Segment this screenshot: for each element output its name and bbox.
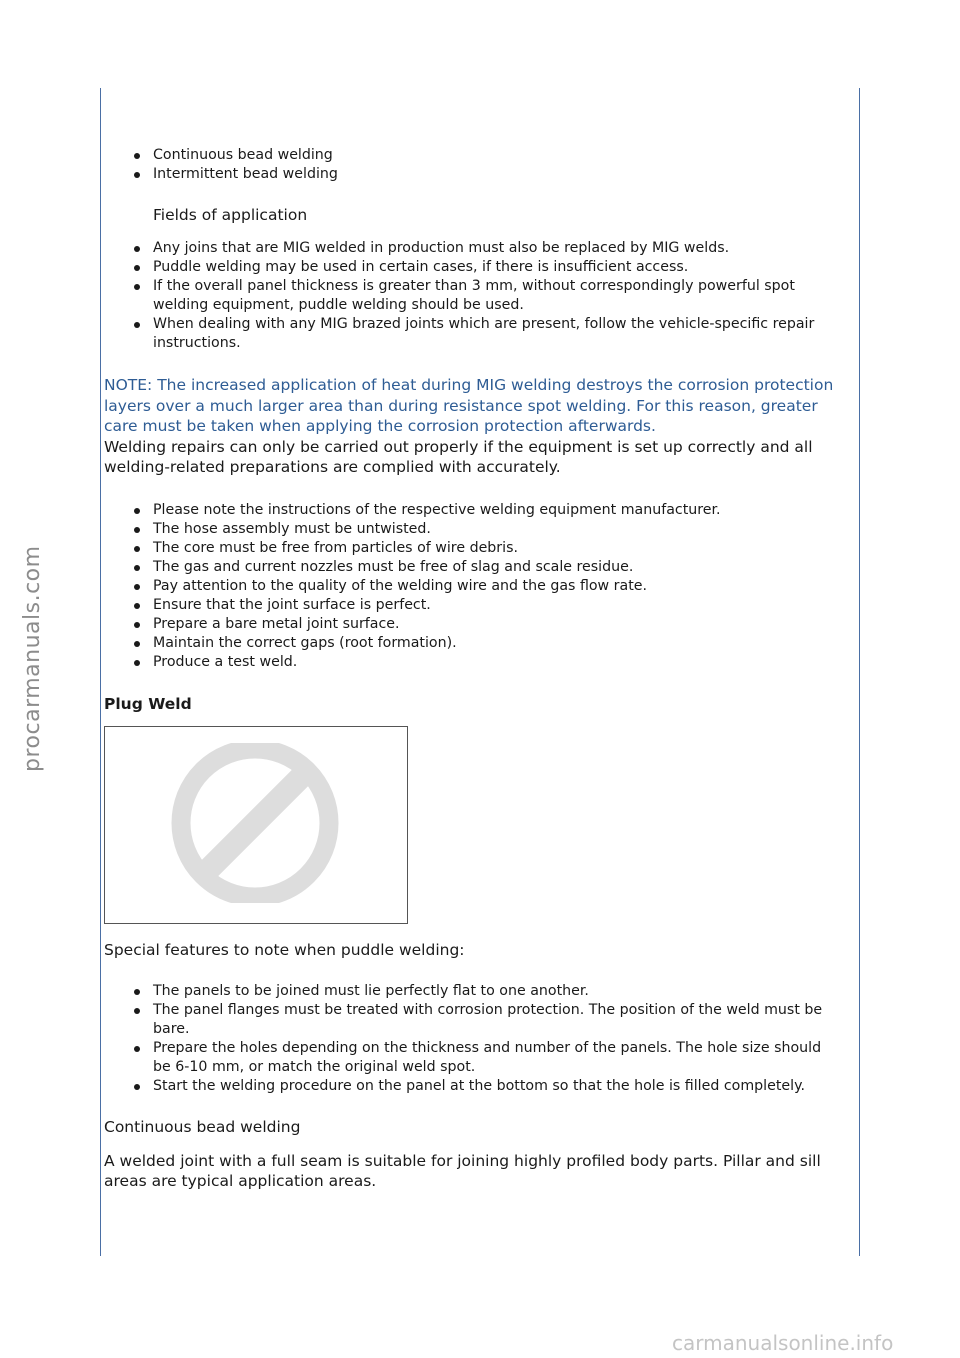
continuous-bead-heading: Continuous bead welding — [104, 1118, 301, 1136]
side-watermark: procarmanuals.com — [20, 545, 45, 772]
list-item: Pay attention to the quality of the welding wire and the gas flow rate. — [153, 577, 839, 596]
list-item: The panel flanges must be treated with corrosion protection. The position of the weld must be bare. — [153, 1001, 839, 1039]
puddle-welding-list — [104, 982, 839, 1096]
puddle-welding-intro: Special features to note when puddle welding: — [104, 940, 465, 959]
document-content — [104, 146, 839, 1192]
preparation-list — [104, 501, 839, 672]
plug-weld-heading: Plug Weld — [104, 694, 192, 713]
list-item: Produce a test weld. — [153, 653, 839, 672]
corrosion-note: NOTE: The increased application of heat during MIG welding destroys the corrosion protection layers over a much larger area than during resistance spot welding. For this reason, greater care must be taken when applying the corrosion protection afterwards. — [104, 376, 834, 435]
list-item: Any joins that are MIG welded in production must also be replaced by MIG welds. — [153, 239, 839, 258]
list-item: Puddle welding may be used in certain cases, if there is insufficient access. — [153, 258, 839, 277]
list-item: Intermittent bead welding — [153, 165, 839, 184]
fields-of-application-list — [104, 239, 839, 353]
left-margin-line — [100, 88, 101, 1256]
list-item: The hose assembly must be untwisted. — [153, 520, 839, 539]
plug-weld-figure — [104, 726, 408, 924]
list-item: Continuous bead welding — [153, 146, 839, 165]
list-item: Start the welding procedure on the panel at the bottom so that the hole is filled completely. — [153, 1077, 839, 1096]
list-item: The core must be free from particles of wire debris. — [153, 539, 839, 558]
list-item: The panels to be joined must lie perfectly flat to one another. — [153, 982, 839, 1001]
fields-of-application-heading: Fields of application — [153, 206, 308, 224]
list-item: If the overall panel thickness is greater than 3 mm, without correspondingly powerful spot welding equipment, puddle welding should be used. — [153, 277, 839, 315]
welding-repairs-paragraph: Welding repairs can only be carried out properly if the equipment is set up correctly and all welding-related preparations are complied with accurately. — [104, 437, 813, 476]
list-item: When dealing with any MIG brazed joints which are present, follow the vehicle-specific repair instructions. — [153, 315, 839, 353]
list-item: Prepare a bare metal joint surface. — [153, 615, 839, 634]
list-item: Maintain the correct gaps (root formation). — [153, 634, 839, 653]
list-item: Please note the instructions of the respective welding equipment manufacturer. — [153, 501, 839, 520]
weld-types-list — [104, 146, 839, 184]
continuous-bead-paragraph: A welded joint with a full seam is suitable for joining highly profiled body parts. Pillar and sill areas are typical application areas. — [104, 1151, 821, 1190]
no-image-placeholder-icon — [167, 743, 343, 903]
right-margin-line — [859, 88, 860, 1256]
bottom-watermark: carmanualsonline.info — [672, 1331, 894, 1355]
list-item: Prepare the holes depending on the thickness and number of the panels. The hole size should be 6-10 mm, or match the original weld spot. — [153, 1039, 839, 1077]
list-item: The gas and current nozzles must be free of slag and scale residue. — [153, 558, 839, 577]
list-item: Ensure that the joint surface is perfect. — [153, 596, 839, 615]
